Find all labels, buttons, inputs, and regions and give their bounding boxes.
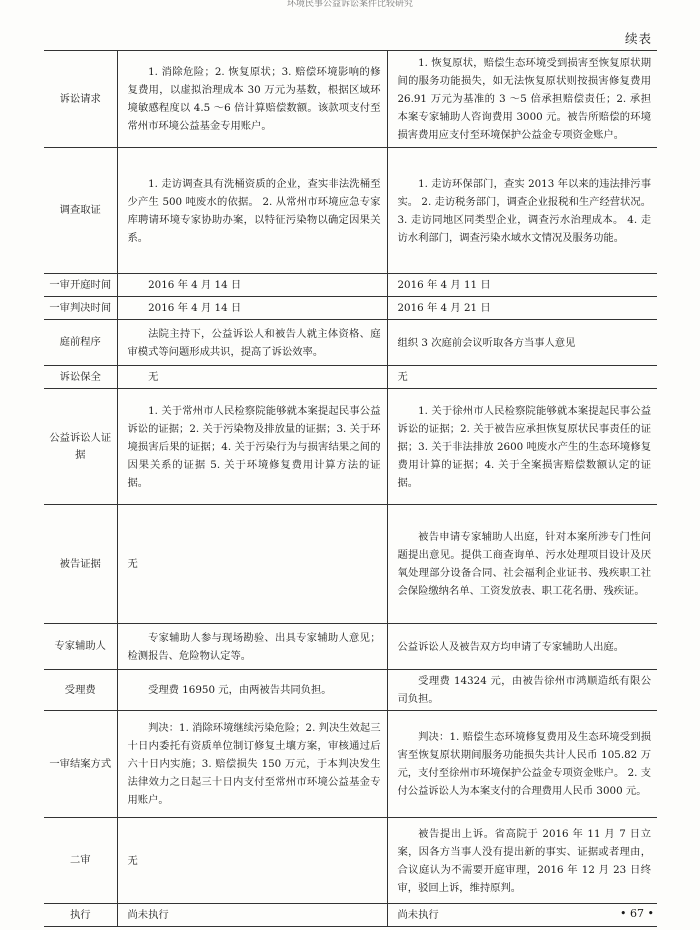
table-row bbox=[44, 818, 657, 904]
comparison-table bbox=[44, 50, 657, 927]
row-label: 诉讼请求 bbox=[44, 51, 117, 148]
row-label: 受理费 bbox=[44, 670, 117, 711]
right-cell: 被告申请专家辅助人出庭，针对本案所涉专门性问题提出意见。提供工商查询单、污水处理项目设计及厌氧处理部分设备合同、社会福利企业证书、残疾职工社会保险缴纳名单、工资发放表、职工花名册、残疾证。 bbox=[387, 505, 657, 624]
continued-label: 续表 bbox=[624, 31, 652, 46]
row-label: 一审开庭时间 bbox=[44, 274, 117, 297]
running-head: 环境民事公益诉讼案件比较研究 bbox=[286, 0, 413, 8]
page-number: • 67 • bbox=[620, 907, 654, 920]
table-row bbox=[44, 670, 657, 711]
right-cell: 1. 恢复原状，赔偿生态环境受到损害至恢复原状期间的服务功能损失，如无法恢复原状则按损害修复费用 26.91 万元为基准的 3 ～5 倍承担赔偿责任；2. 承担本案专家辅助人咨询费用 3000 元。被告所赔偿的环境损害费用应支付至环境保护公益金专项资金账户。 bbox=[387, 51, 657, 148]
table-row bbox=[44, 297, 657, 320]
table-row bbox=[44, 624, 657, 670]
right-cell: 公益诉讼人及被告双方均申请了专家辅助人出庭。 bbox=[387, 624, 657, 670]
left-cell: 无 bbox=[117, 505, 387, 624]
table-row bbox=[44, 274, 657, 297]
right-cell: 2016 年 4 月 21 日 bbox=[387, 297, 657, 320]
left-cell: 无 bbox=[117, 818, 387, 904]
right-cell: 无 bbox=[387, 366, 657, 389]
right-cell: 组织 3 次庭前会议听取各方当事人意见 bbox=[387, 320, 657, 366]
table-row bbox=[44, 505, 657, 624]
left-cell: 专家辅助人参与现场勘验、出具专家辅助人意见；检测报告、危险物认定等。 bbox=[117, 624, 387, 670]
table-row bbox=[44, 320, 657, 366]
row-label: 二审 bbox=[44, 818, 117, 904]
right-cell: 被告提出上诉。省高院于 2016 年 11 月 7 日立案，因各方当事人没有提出新的事实、证据或者理由，合议庭认为不需要开庭审理，2016 年 12 月 23 日终审，驳回上诉，维持原判。 bbox=[387, 818, 657, 904]
table-row bbox=[44, 148, 657, 274]
left-cell: 2016 年 4 月 14 日 bbox=[117, 297, 387, 320]
left-cell: 1. 消除危险；2. 恢复原状；3. 赔偿环境影响的修复费用，以虚拟治理成本 30 万元为基数，根据区域环境敏感程度以 4.5 ～6 倍计算赔偿数额。该款项支付至常州市环境公益基金专用账户。 bbox=[117, 51, 387, 148]
row-label: 一审结案方式 bbox=[44, 711, 117, 818]
right-cell: 1. 走访环保部门，查实 2013 年以来的违法排污事实。 2. 走访税务部门，调查企业报税和生产经营状况。 3. 走访同地区同类型企业，调查污水治理成本。 4. 走访水利部门，调查污染水域水文情况及服务功能。 bbox=[387, 148, 657, 274]
left-cell: 2016 年 4 月 14 日 bbox=[117, 274, 387, 297]
left-cell: 法院主持下，公益诉讼人和被告人就主体资格、庭审模式等问题形成共识，提高了诉讼效率。 bbox=[117, 320, 387, 366]
left-cell: 1. 关于常州市人民检察院能够就本案提起民事公益诉讼的证据；2. 关于污染物及排放量的证据；3. 关于环境损害后果的证据；4. 关于污染行为与损害结果之间的因果关系的证据 5. 关于环境修复费用计算方法的证据。 bbox=[117, 389, 387, 505]
table-row bbox=[44, 904, 657, 927]
table-row bbox=[44, 711, 657, 818]
table-row bbox=[44, 366, 657, 389]
right-cell: 2016 年 4 月 11 日 bbox=[387, 274, 657, 297]
right-cell: 尚未执行 bbox=[387, 904, 657, 927]
row-label: 调查取证 bbox=[44, 148, 117, 274]
row-label: 公益诉讼人证据 bbox=[44, 389, 117, 505]
right-cell: 判决：1. 赔偿生态环境修复费用及生态环境受到损害至恢复原状期间服务功能损失共计人民币 105.82 万元，支付至徐州市环境保护公益金专项资金账户。 2. 支付公益诉讼人为本案支付的合理费用人民币 3000 元。 bbox=[387, 711, 657, 818]
row-label: 被告证据 bbox=[44, 505, 117, 624]
left-cell: 受理费 16950 元，由两被告共同负担。 bbox=[117, 670, 387, 711]
left-cell: 尚未执行 bbox=[117, 904, 387, 927]
row-label: 执行 bbox=[44, 904, 117, 927]
row-label: 诉讼保全 bbox=[44, 366, 117, 389]
left-cell: 1. 走访调查具有洗桶资质的企业，查实非法洗桶至少产生 500 吨废水的依据。 2. 从常州市环境应急专家库聘请环境专家协助办案，以特征污染物以确定因果关系。 bbox=[117, 148, 387, 274]
left-cell: 判决：1. 消除环境继续污染危险；2. 判决生效起三十日内委托有资质单位制订修复土壤方案，审核通过后六十日内实施；3. 赔偿损失 150 万元，于本判决发生法律效力之日起三十日内支付至常州市环境公益基金专用账户。 bbox=[117, 711, 387, 818]
right-cell: 受理费 14324 元，由被告徐州市鸿顺造纸有限公司负担。 bbox=[387, 670, 657, 711]
row-label: 庭前程序 bbox=[44, 320, 117, 366]
table-row bbox=[44, 389, 657, 505]
left-cell: 无 bbox=[117, 366, 387, 389]
row-label: 一审判决时间 bbox=[44, 297, 117, 320]
table-row bbox=[44, 51, 657, 148]
row-label: 专家辅助人 bbox=[44, 624, 117, 670]
right-cell: 1. 关于徐州市人民检察院能够就本案提起民事公益诉讼的证据；2. 关于被告应承担恢复原状民事责任的证据；3. 关于非法排放 2600 吨废水产生的生态环境修复费用计算的证据；4. 关于全案损害赔偿数额认定的证据。 bbox=[387, 389, 657, 505]
